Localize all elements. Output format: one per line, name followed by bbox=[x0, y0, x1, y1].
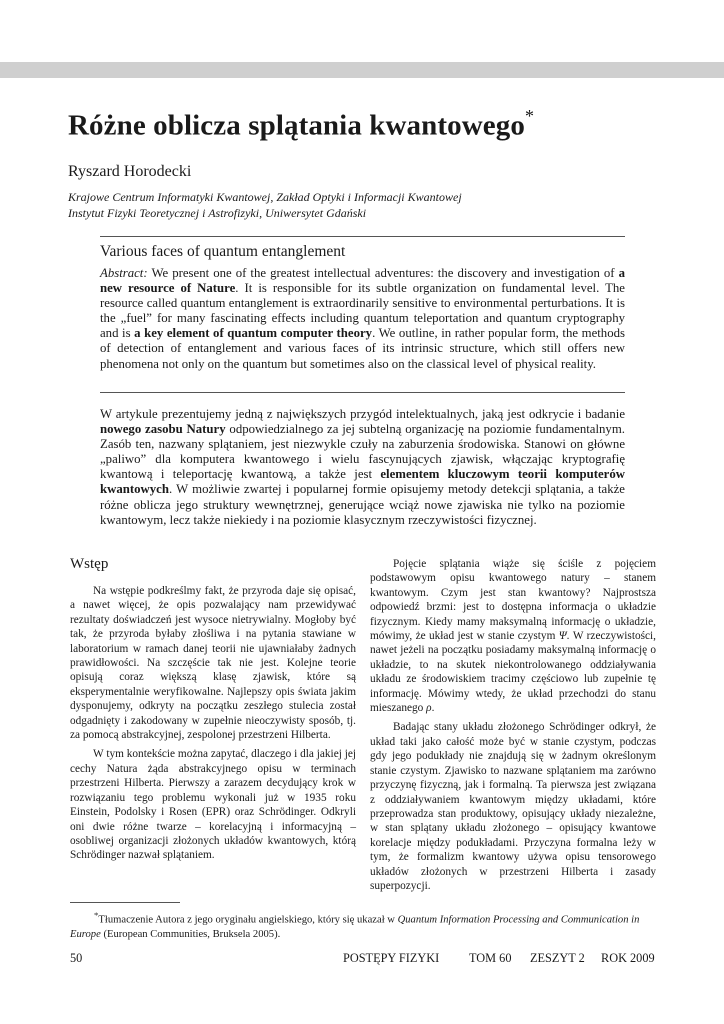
paragraph: Na wstępie podkreślmy fakt, że przyroda daje się opisać, a nawet więcej, że opis pozwalający nam przewidywać rezultaty doświadczeń jest wysoce nietrywialny. Mogłoby być tak, że przyroda byłaby złośliwa i na pytania stawiane w laboratorium w ramach danej teorii nie ujawniałaby żadnych prawidłowości. Na szczęście tak nie jest. Kolejne teorie opisują coraz większą klasę zjawisk, które są eksperymentalnie weryfikowalne. Najlepszy opis świata jakim dysponujemy, odkryty na początku zeszłego stulecia został odgadnięty i zakodowany w zupełnie nieoczywisty sposób, tj. za pomocą abstrakcyjnej, zespolonej przestrzeni Hilberta. bbox=[70, 585, 356, 742]
paragraph: Pojęcie splątania wiąże się ściśle z pojęciem podstawowym opisu kwantowego natury – stanem kwantowym. Czym jest stan kwantowy? Najprostsza odpowiedź brzmi: jest to dostępna informacja o układzie fizycznym. Kiedy mamy maksymalną informację o układzie, mówimy, że układ jest w stanie czystym Ψ. W rzeczywistości, nawet jeżeli na początku posiadamy maksymalną informację o układzie, to na skutek niekontrolowanego oddziaływania układu ze środowiskiem tracimy częściowo lub zupełnie tę informację. Mówimy wtedy, że układ przechodzi do stanu mieszanego ρ. bbox=[370, 558, 656, 715]
psi-symbol: Ψ bbox=[558, 630, 567, 643]
affiliation-line: Instytut Fizyki Teoretycznej i Astrofizyki, Uniwersytet Gdański bbox=[68, 206, 367, 220]
affiliation-line: Krajowe Centrum Informatyki Kwantowej, Zakład Optyki i Informacji Kwantowej bbox=[68, 190, 462, 204]
paragraph: W tym kontekście można zapytać, dlaczego i dla jakiej jej cechy Natura żąda abstrakcyjnego opisu w terminach przestrzeni Hilberta. Pierwszy a zarazem decydujący krok w rozwiązaniu tego problemu wykonali już w 1935 roku Einstein, Podolsky i Rosen (EPR) oraz Schrödinger. Odkryli oni dwie różne twarze – korelacyjną i informacyjną – osobliwej organizacji złożonych układów kwantowych, którą Schrödinger nazwał splątaniem. bbox=[70, 748, 356, 862]
article-title: Różne oblicza splątania kwantowego* bbox=[68, 106, 535, 142]
abstract: Abstract: We present one of the greatest intellectual adventures: the discovery and investigation of a new resource of Nature. It is responsible for its subtle organization on fundamental level. The resource called quantum entanglement is extraordinarily sensitive to environmental perturbations. It is the „fuel” for many fascinating effects including quantum teleportation and quantum cryptography and is a key element of quantum computer theory. We outline, in rather popular form, the methods of detection of entanglement and various faces of its intrinsic structure, which still offers new phenomena not only on the quantum but sometimes also on the classical level of physical reality. bbox=[100, 266, 625, 371]
footnote-marker: * bbox=[94, 910, 99, 920]
title-footnote-marker: * bbox=[524, 106, 535, 126]
journal-volume: TOM 60 bbox=[469, 951, 512, 965]
footnote-rule bbox=[70, 902, 180, 903]
footnote: *Tłumaczenie Autora z jego oryginału angielskiego, który się ukazał w Quantum Information Processing and Communication in Europe (European Communities, Bruksela 2005). bbox=[70, 910, 640, 940]
header-band bbox=[0, 62, 724, 78]
paragraph: Badając stany układu złożonego Schrödinger odkrył, że układ taki jako całość może być w stanie czystym, podczas gdy jego podukłady nie znajdują się w żadnym określonym stanie czystym. Zjawisko to nazwane splątaniem ma zarówno przyczynę fizyczną, jak i formalną. Ta pierwsza jest związana z oddziaływaniem kwantowym między układami, które przeprowadza stan produktowy, opisujący układy niezależne, w stan splątany układu złożonego – opisujący kwantowe korelacje między podukładami. Przyczyna formalna leży w tym, że formalizm kwantowy używa opisu tensorowego układów złożonych w przestrzeni Hilberta i zasady superpozycji. bbox=[370, 721, 656, 892]
journal-issue: ZESZYT 2 bbox=[530, 951, 585, 965]
left-column bbox=[70, 584, 356, 868]
abstract-top-rule bbox=[100, 236, 625, 237]
affiliations bbox=[68, 189, 462, 221]
journal-year: ROK 2009 bbox=[601, 951, 655, 965]
abstract-bottom-rule bbox=[100, 392, 625, 393]
page-number: 50 bbox=[70, 951, 83, 965]
author-name: Ryszard Horodecki bbox=[68, 163, 192, 180]
right-column bbox=[370, 557, 656, 898]
journal-name: POSTĘPY FIZYKI bbox=[343, 951, 440, 965]
rho-symbol: ρ bbox=[426, 702, 432, 715]
english-title: Various faces of quantum entanglement bbox=[100, 243, 346, 260]
abstract-label: Abstract: bbox=[100, 266, 148, 280]
polish-summary: W artykule prezentujemy jedną z największych przygód intelektualnych, jaką jest odkrycie i badanie nowego zasobu Natury odpowiedzialnego za jej subtelną organizację na poziomie fundamentalnym. Zasób ten, nazwany splątaniem, jest niezwykle czuły na zaburzenia środowiska. Stanowi on główne „paliwo” dla komputera kwantowego i wielu fascynujących zjawisk, włączając kryptografię kwantową i teleportację kwantową, a także jest elementem kluczowym teorii komputerów kwantowych. W możliwie zwartej i popularnej formie opisujemy metody detekcji splątania, a także różne oblicza jego struktury wewnętrznej, generujące wciąż nowe zjawiska nie tylko na poziomie kwantowym, lecz także niekiedy i na poziomie klasycznym rzeczywistości fizycznej. bbox=[100, 407, 625, 527]
section-heading: Wstęp bbox=[70, 556, 109, 572]
